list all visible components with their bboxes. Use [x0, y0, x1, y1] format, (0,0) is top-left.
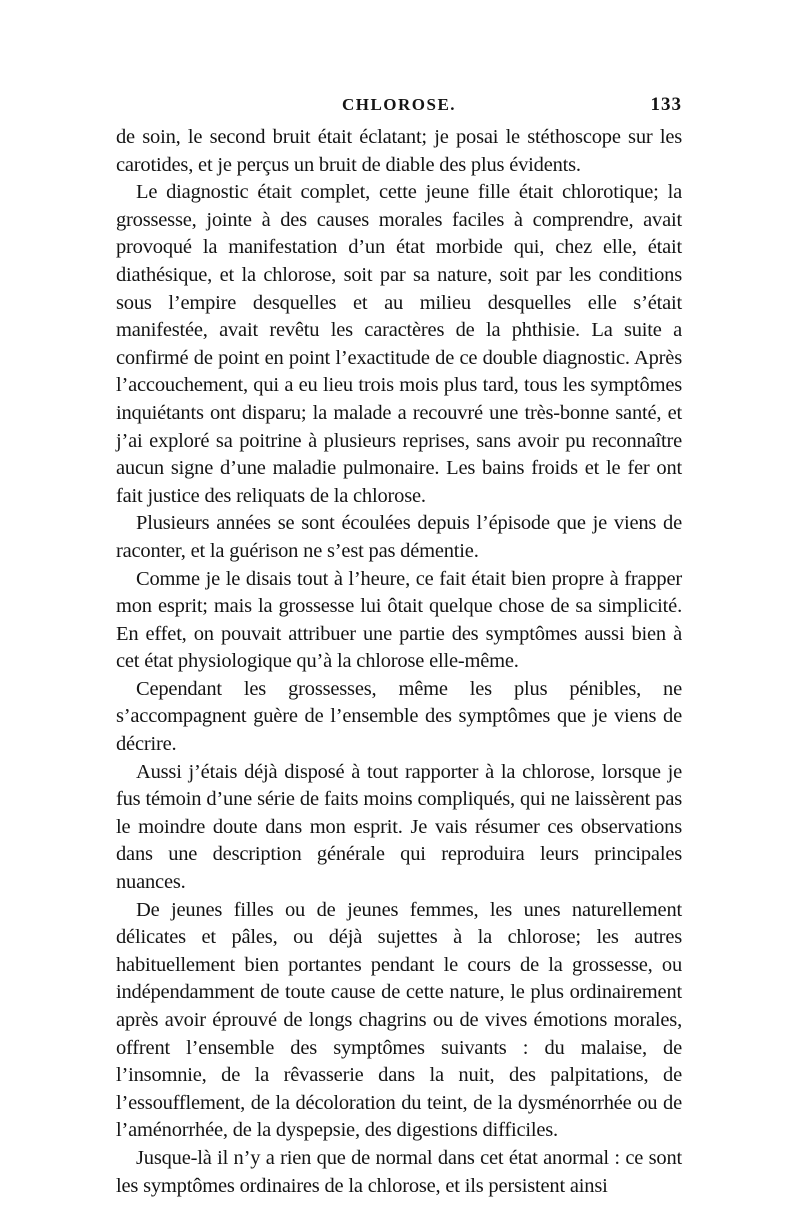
paragraph: Aussi j’étais déjà disposé à tout rapporter à la chlorose, lorsque je fus témoin d’une série de faits moins compliqués, qui ne laissèrent pas le moindre doute dans mon esprit. Je vais résumer ces observations dans une description générale qui reproduira leurs principales nuances. [116, 760, 682, 894]
page-number: 133 [650, 94, 682, 115]
paragraph: Comme je le disais tout à l’heure, ce fait était bien propre à frapper mon esprit; mais la grossesse lui ôtait quelque chose de sa simplicité. En effet, on pouvait attribuer une partie des symptômes aussi bien à cet état physiologique qu’à la chlorose elle-même. [116, 567, 682, 673]
paragraph: Plusieurs années se sont écoulées depuis l’épisode que je viens de raconter, et la guérison ne s’est pas démentie. [116, 512, 682, 562]
paragraph: Le diagnostic était complet, cette jeune fille était chlorotique; la grossesse, jointe à des causes morales faciles à comprendre, avait provoqué la manifestation d’un état morbide qui, chez elle, était diathésique, et la chlorose, soit par sa nature, soit par les conditions sous l’empire desquelles et au milieu desquelles elle s’était manifestée, avait revêtu les caractères de la phthisie. La suite a confirmé de point en point l’exactitude de ce double diagnostic. Après l’accouchement, qui a eu lieu trois mois plus tard, tous les symptômes inquiétants ont disparu; la malade a recouvré une très-bonne santé, et j’ai exploré sa poitrine à plusieurs reprises, sans avoir pu reconnaître aucun signe d’une maladie pulmonaire. Les bains froids et le fer ont fait justice des reliquats de la chlorose. [116, 181, 682, 507]
body-text [116, 124, 682, 1200]
paragraph: De jeunes filles ou de jeunes femmes, les unes naturellement délicates et pâles, ou déjà sujettes à la chlorose; les autres habituellement bien portantes pendant le cours de la grossesse, ou indépendamment de toute cause de cette nature, le plus ordinairement après avoir éprouvé de longs chagrins ou de vives émotions morales, offrent l’ensemble des symptômes suivants : du malaise, de l’insomnie, de la rêvasserie dans la nuit, des palpitations, de l’essoufflement, de la décoloration du teint, de la dysménorrhée ou de l’aménorrhée, de la dyspepsie, des digestions difficiles. [116, 898, 682, 1142]
paragraph: Cependant les grossesses, même les plus pénibles, ne s’accompagnent guère de l’ensemble des symptômes que je viens de décrire. [116, 677, 682, 756]
paragraph: de soin, le second bruit était éclatant; je posai le stéthoscope sur les carotides, et je perçus un bruit de diable des plus évidents. [116, 126, 682, 176]
paragraph: Jusque-là il n’y a rien que de normal dans cet état anormal : ce sont les symptômes ordinaires de la chlorose, et ils persistent ainsi [116, 1146, 682, 1197]
running-head [116, 92, 682, 118]
running-title: CHLOROSE. [341, 95, 457, 114]
